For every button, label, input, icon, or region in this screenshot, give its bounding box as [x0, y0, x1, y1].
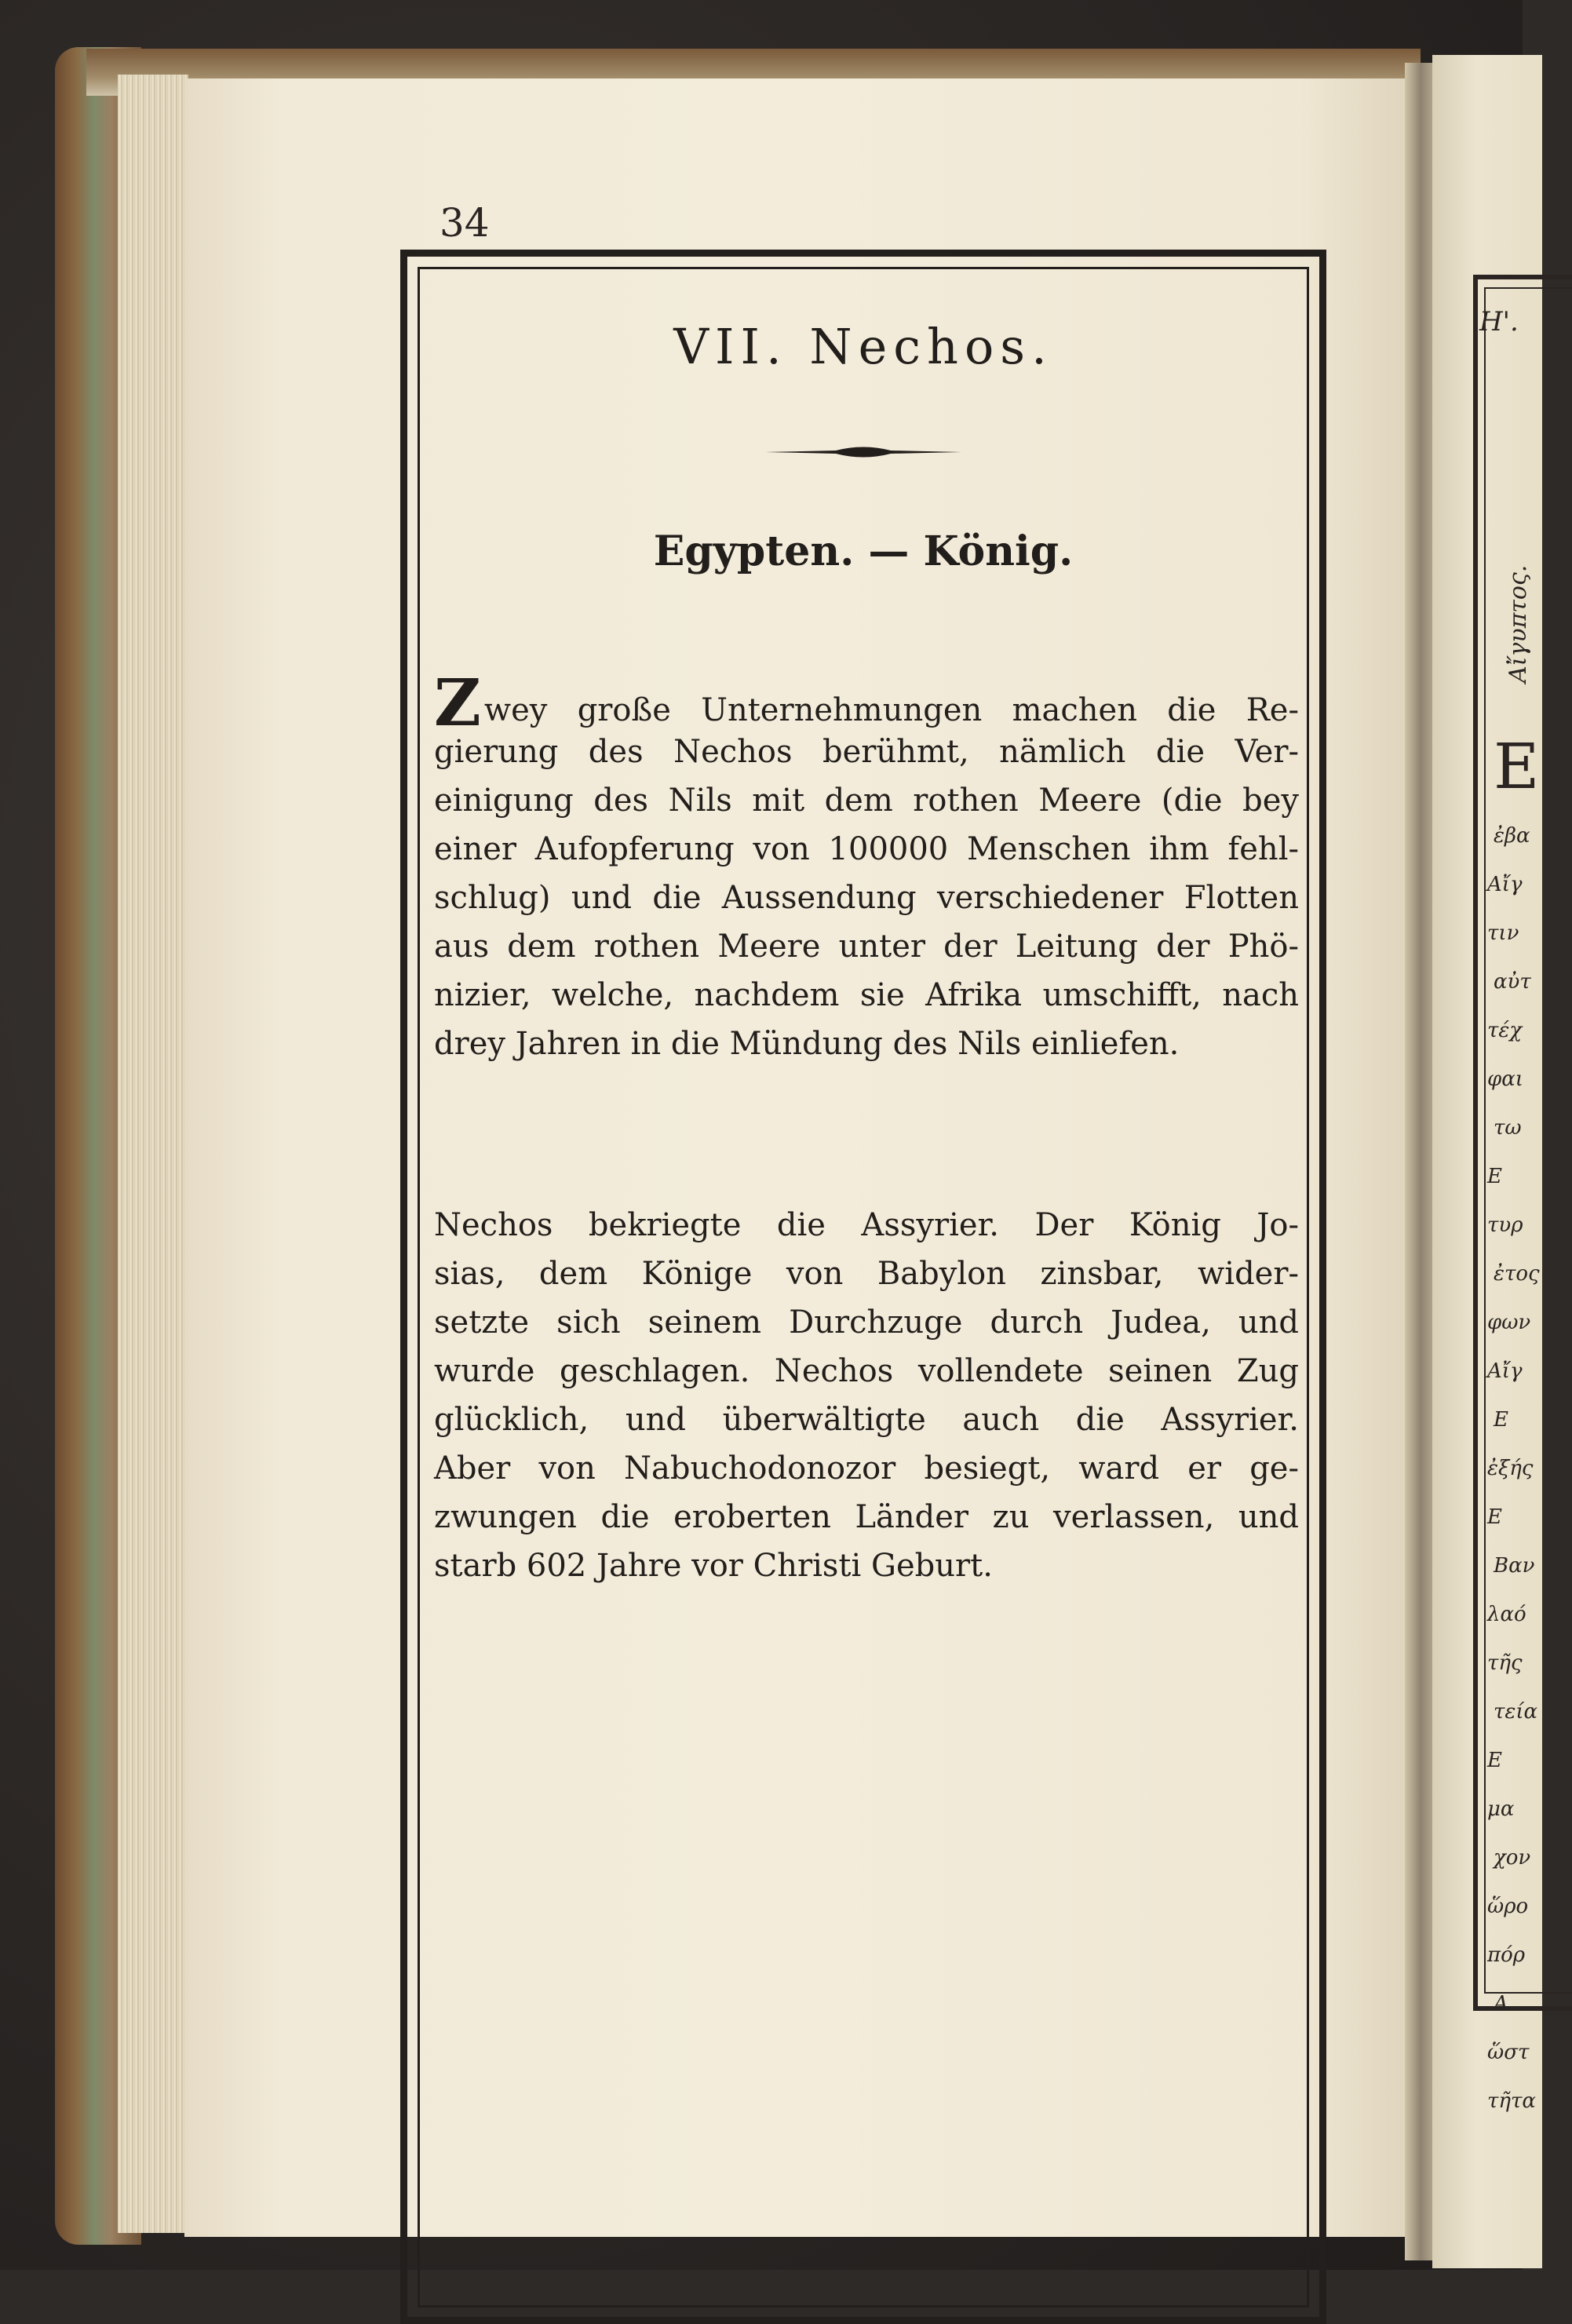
paragraph-line: nizier, welche, nachdem sie Afrika umschifft, nach — [434, 977, 1299, 1013]
facing-page-heading: H'. — [1479, 306, 1519, 337]
facing-page-fragment: Βαν — [1494, 1554, 1535, 1578]
paragraph-line: einigung des Nils mit dem rothen Meere (die bey — [434, 783, 1299, 819]
facing-page-fragment: τω — [1494, 1116, 1522, 1140]
facing-page-fragment: μα — [1487, 1797, 1515, 1821]
facing-page-fragment: φαι — [1487, 1067, 1523, 1091]
facing-page-fragment: ἐβα — [1494, 824, 1530, 848]
facing-page-fragment: ἐξής — [1487, 1457, 1534, 1480]
facing-page-big-letter: E — [1494, 730, 1540, 803]
page-number: 34 — [440, 200, 490, 246]
paragraph-line: zwungen die eroberten Länder zu verlassen, und — [434, 1499, 1299, 1535]
paragraph-line: Zwey große Unternehmungen machen die Re- — [434, 666, 1299, 741]
paragraph-1 — [434, 666, 1299, 1068]
paragraph-line: wurde geschlagen. Nechos vollendete seinen Zug — [434, 1353, 1299, 1389]
facing-page-fragment: τυρ — [1487, 1213, 1523, 1237]
paragraph-line: sias, dem Könige von Babylon zinsbar, wider- — [434, 1256, 1299, 1292]
section-subtitle: Egypten. — König. — [653, 527, 1074, 575]
facing-page-fragment: τιν — [1487, 921, 1519, 945]
facing-page-fragment: τεία — [1494, 1700, 1538, 1724]
paragraph-line: Aber von Nabuchodonozor besiegt, ward er ge- — [434, 1450, 1299, 1487]
paragraph-line: Nechos bekriegte die Assyrier. Der König Jo- — [434, 1207, 1299, 1243]
facing-page-fragment: Α — [1494, 1992, 1508, 2016]
paragraph-line: aus dem rothen Meere unter der Leitung der Phö- — [434, 929, 1299, 965]
page-stack-edge — [118, 75, 188, 2233]
facing-page-fragment: πόρ — [1487, 1943, 1526, 1967]
facing-page-fragment: τῆς — [1487, 1651, 1523, 1675]
facing-page-fragment: Ε — [1487, 1165, 1502, 1188]
title-divider-ornament — [765, 443, 961, 461]
facing-page-fragment: ἐτος — [1494, 1262, 1540, 1286]
facing-page-fragment: Ε — [1487, 1749, 1502, 1772]
paragraph-line: drey Jahren in die Mündung des Nils einliefen. — [434, 1026, 1180, 1062]
facing-page-inner-frame — [1484, 287, 1572, 1994]
facing-page-fragment: χον — [1494, 1846, 1531, 1870]
facing-page-fragment: τέχ — [1487, 1019, 1523, 1042]
chapter-title: VII. Nechos. — [673, 318, 1053, 375]
paragraph-line: einer Aufopferung von 100000 Menschen ihm fehl- — [434, 831, 1299, 867]
drop-cap: Z — [434, 666, 481, 741]
facing-page-fragment: λαό — [1487, 1603, 1526, 1626]
facing-page-fragment: Ε — [1494, 1408, 1508, 1432]
paragraph-line: gierung des Nechos berühmt, nämlich die Ver- — [434, 734, 1299, 770]
facing-page-fragment: ὥστ — [1487, 2041, 1530, 2064]
paragraph-line: glücklich, und überwältigte auch die Assyrier. — [434, 1402, 1299, 1438]
book-gutter — [1405, 63, 1436, 2260]
facing-page-fragment: Ε — [1487, 1505, 1502, 1529]
facing-page-fragment: τῆτα — [1487, 2089, 1536, 2113]
facing-page-fragment: Αἴγ — [1487, 1359, 1523, 1383]
paragraph-line: schlug) und die Aussendung verschiedener Flotten — [434, 880, 1299, 916]
facing-page-fragment: Αἴγ — [1487, 873, 1523, 896]
facing-page-fragment: αὐτ — [1494, 970, 1531, 994]
paragraph-2 — [434, 1201, 1299, 1590]
facing-page-fragment: φων — [1487, 1311, 1531, 1334]
paragraph-line: setzte sich seinem Durchzuge durch Judea, und — [434, 1304, 1299, 1341]
paragraph-line: starb 602 Jahre vor Christi Geburt. — [434, 1548, 993, 1584]
facing-page-fragment: ὥρο — [1487, 1895, 1529, 1918]
facing-page-vertical-label: Αἴγυπτος. — [1505, 564, 1532, 683]
facing-page — [1432, 55, 1542, 2268]
